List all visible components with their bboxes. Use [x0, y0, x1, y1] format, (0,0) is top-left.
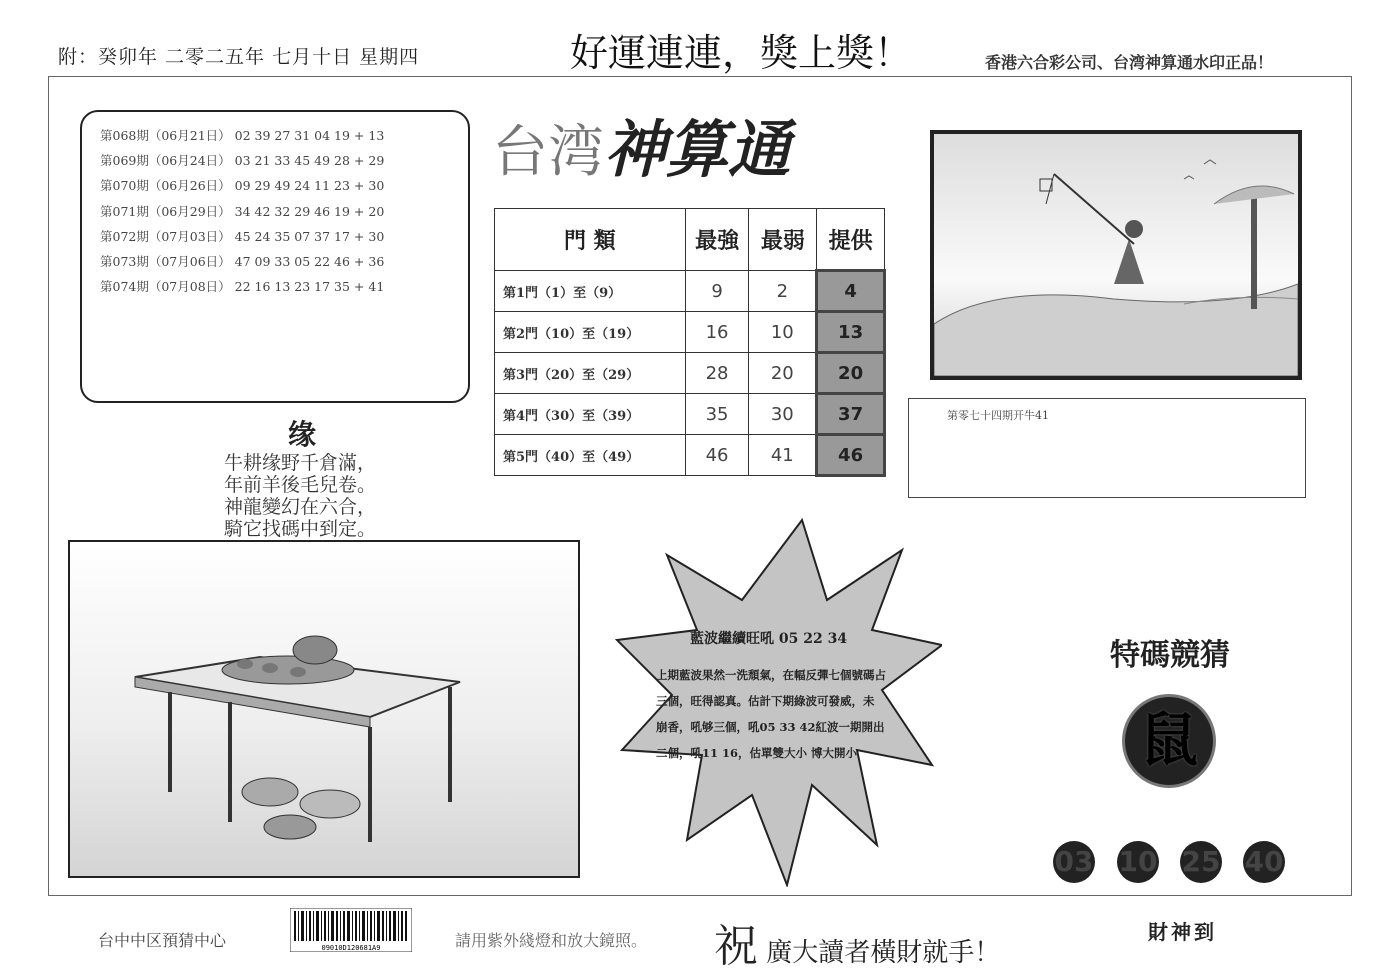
history-row: 第073期（07月06日） 47 09 33 05 22 46 + 36 [100, 253, 385, 269]
fisherman-illustration [930, 130, 1302, 380]
title-part2: 神算通 [604, 113, 791, 186]
history-box [80, 110, 470, 403]
door-provide: 20 [817, 353, 885, 394]
door-range: 第3門（20）至（29） [495, 353, 686, 394]
number-ball-label: 25 [1181, 845, 1221, 878]
number-ball-label: 10 [1118, 845, 1158, 878]
barcode-text: 09010D120681A9 [321, 944, 381, 952]
poem-line: 神龍變幻在六合， [224, 496, 377, 518]
history-row: 第069期（06月24日） 03 21 33 45 49 28 + 29 [100, 153, 385, 169]
door-strong: 28 [685, 353, 749, 394]
door-provide: 13 [817, 312, 885, 353]
fisherman-drawing [934, 134, 1298, 376]
door-weak: 2 [749, 271, 817, 312]
teatable-drawing [70, 542, 578, 876]
slogan: 好運連連，獎上獎！ [570, 31, 913, 75]
number-ball-label: 03 [1054, 845, 1094, 878]
door-provide: 4 [817, 271, 885, 312]
footer-wish-text: 廣大讀者橫財就手！ [766, 938, 1001, 968]
footer-uv-note: 請用紫外綫燈和放大鏡照。 [455, 931, 648, 950]
col-header-provide: 提供 [817, 209, 885, 271]
special-title: 特碼競猜 [1110, 638, 1230, 673]
table-row [495, 353, 885, 394]
poem-title: 缘 [288, 418, 317, 451]
history-row: 第068期（06月21日） 02 39 27 31 04 19 + 13 [100, 128, 385, 143]
starburst-line: 上期藍波果然一洗頹氣，在幅反彈七個號碼占 [656, 668, 886, 682]
door-strong: 46 [685, 435, 749, 476]
starburst-title: 藍波繼續旺吼 05 22 34 [690, 631, 848, 647]
barcode [290, 908, 412, 952]
page-title [492, 100, 790, 189]
title-part1: 台湾 [492, 120, 604, 185]
zodiac-char: 鼠 [1139, 706, 1198, 774]
history-row: 第072期（07月03日） 45 24 35 07 37 17 + 30 [100, 228, 385, 244]
footer-center-name: 台中中区預猜中心 [98, 931, 227, 950]
starburst-line: 崩香，吼够三個，吼05 33 42紅波一期開出 [656, 720, 885, 734]
starburst-line: 二個，吼11 16，估單雙大小 博大開小 [656, 746, 858, 760]
door-range: 第5門（40）至（49） [495, 435, 686, 476]
door-weak: 30 [749, 394, 817, 435]
teatable-illustration [68, 540, 580, 878]
door-range: 第4門（30）至（39） [495, 394, 686, 435]
poem-line: 騎它找碼中到定。 [224, 518, 377, 540]
door-range: 第1門（1）至（9） [495, 271, 686, 312]
table-row [495, 312, 885, 353]
starburst-line: 三個，旺得認真。估計下期綠波可發威，未 [656, 694, 875, 708]
number-ball [1180, 841, 1222, 883]
door-weak: 10 [749, 312, 817, 353]
poem [224, 452, 376, 540]
footer-wish-big: 祝 [714, 921, 758, 972]
watermark-note: 香港六合彩公司、台湾神算通水印正品！ [985, 53, 1274, 72]
poem-line: 年前羊後毛兒卷。 [224, 474, 377, 496]
door-provide: 37 [817, 394, 885, 435]
col-header-type: 門 類 [495, 209, 686, 271]
door-strong: 9 [685, 271, 749, 312]
number-ball-label: 40 [1244, 845, 1284, 878]
door-weak: 20 [749, 353, 817, 394]
history-row: 第070期（06月26日） 09 29 49 24 11 23 + 30 [100, 178, 385, 194]
number-ball [1053, 841, 1095, 883]
table-row [495, 394, 885, 435]
starburst-text [656, 662, 956, 766]
number-ball [1243, 841, 1285, 883]
barcode-bars [290, 908, 412, 952]
col-header-weak: 最弱 [749, 209, 817, 271]
date-line: 附：癸卯年 二零二五年 七月十日 星期四 [58, 46, 420, 68]
door-weak: 41 [749, 435, 817, 476]
footer-wish [714, 910, 1000, 974]
door-strong: 16 [685, 312, 749, 353]
zodiac-ball [1125, 697, 1213, 785]
poem-line: 牛耕缘野千倉滿， [224, 452, 377, 474]
history-row: 第071期（06月29日） 34 42 32 29 46 19 + 20 [100, 203, 385, 219]
number-ball [1117, 841, 1159, 883]
door-range: 第2門（10）至（19） [495, 312, 686, 353]
note-box: 第零七十四期开牛41 [908, 398, 1306, 498]
table-row [495, 435, 885, 476]
door-provide: 46 [817, 435, 885, 476]
table-row [495, 271, 885, 312]
col-header-strong: 最強 [685, 209, 749, 271]
door-strong: 35 [685, 394, 749, 435]
doors-table [494, 208, 886, 477]
history-row: 第074期（07月08日） 22 16 13 23 17 35 + 41 [100, 279, 385, 295]
footer-signature: 財神到 [1148, 920, 1217, 944]
